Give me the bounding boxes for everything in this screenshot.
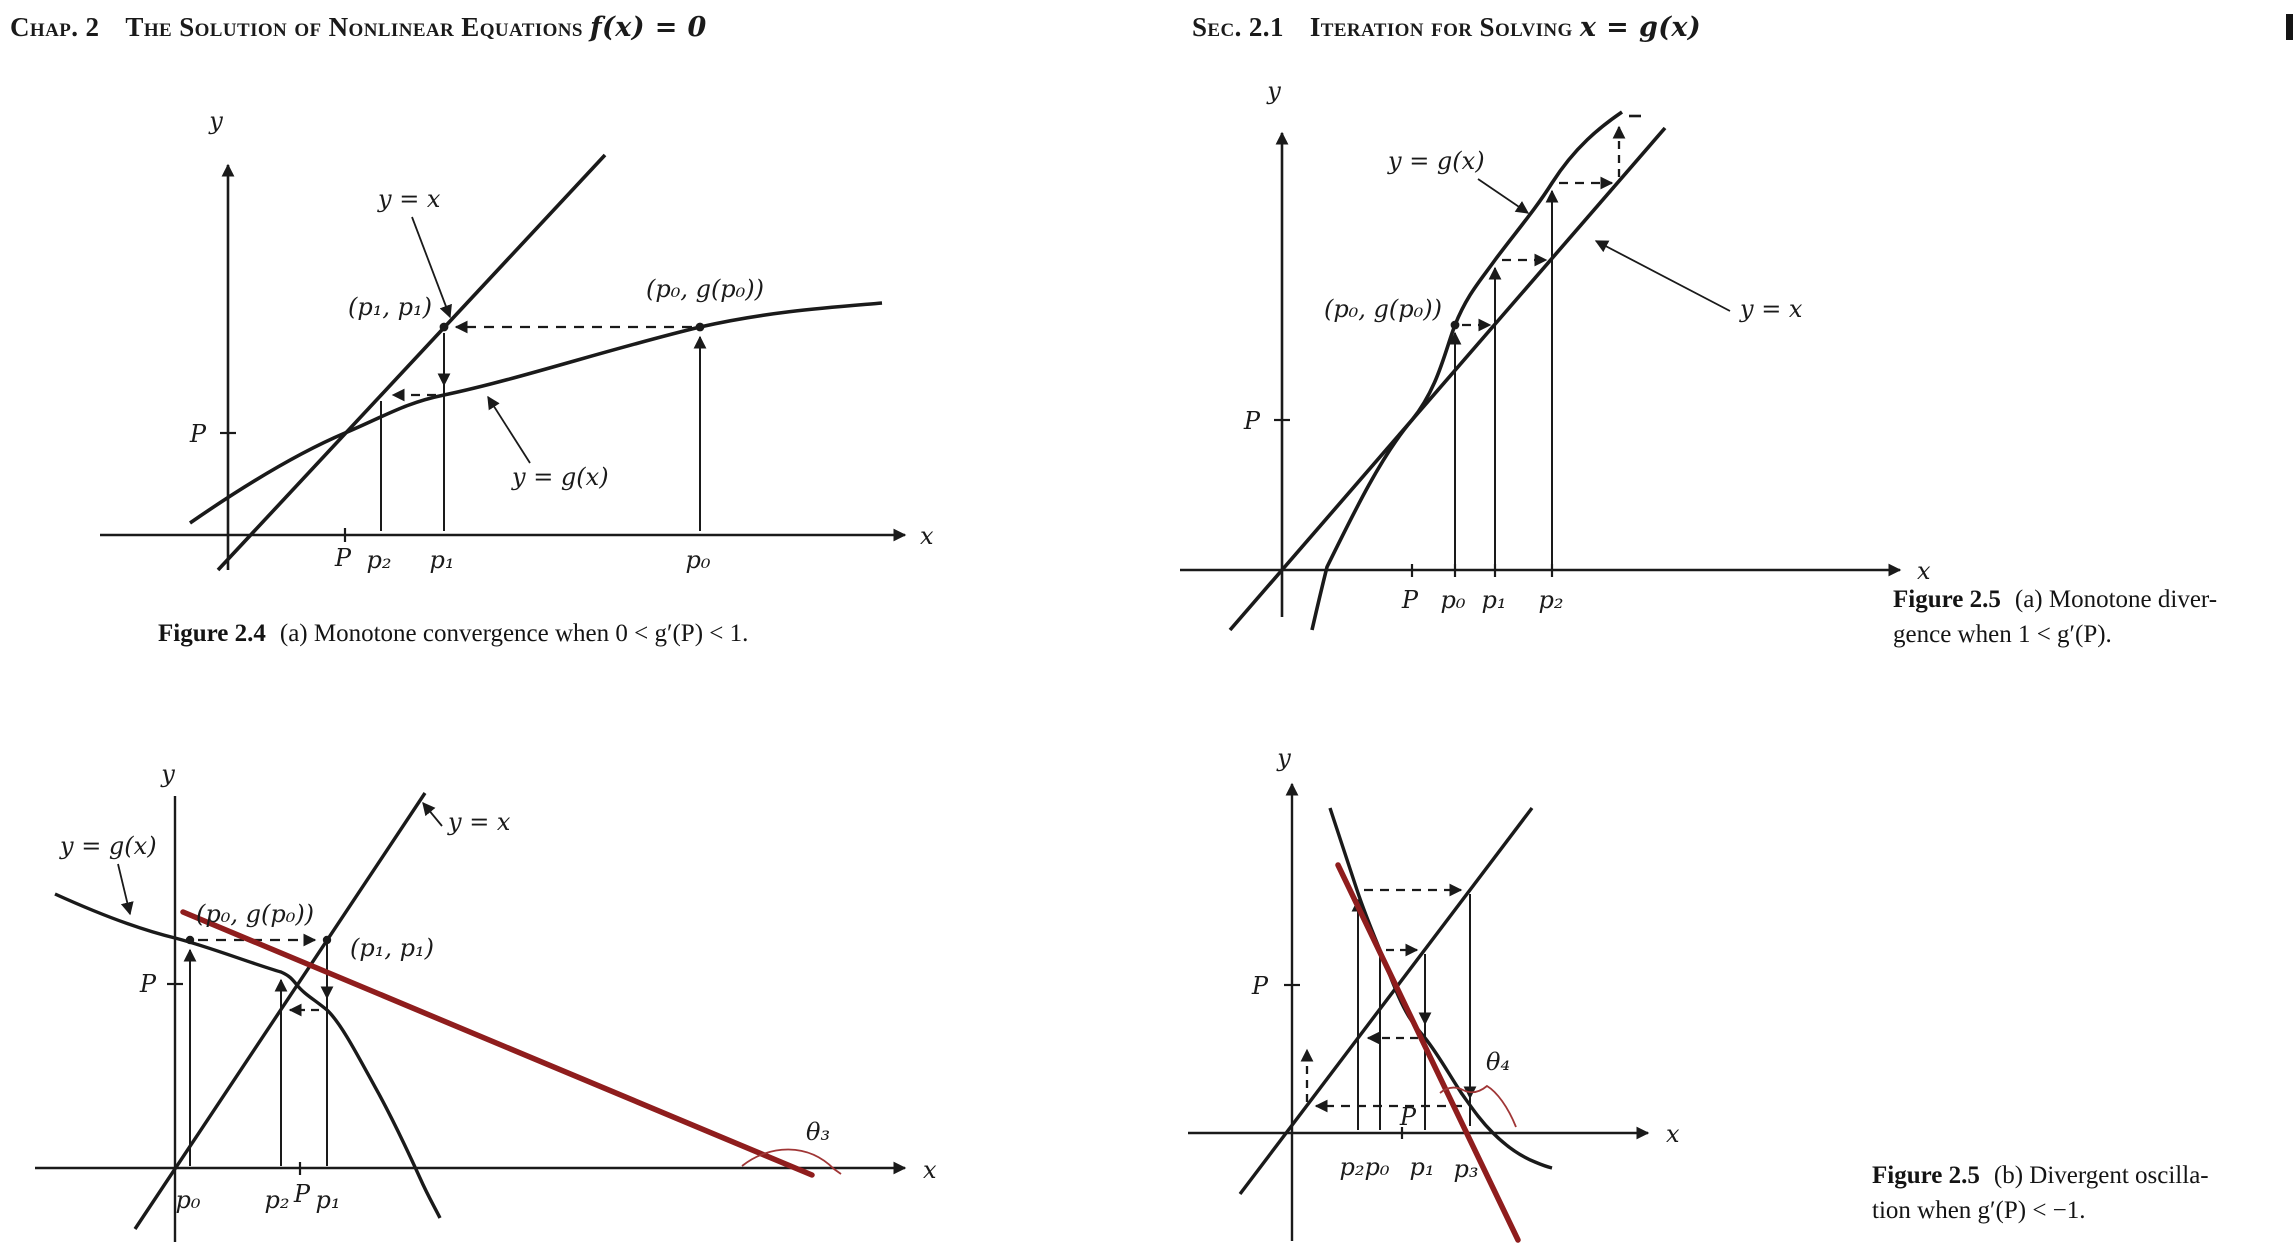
figure-24a-plot [60, 65, 940, 575]
p0-point-label: (p₀, g(p₀)) [645, 275, 765, 303]
p0-point-dot [696, 323, 705, 332]
line-label-arrow [423, 803, 442, 826]
figure-25b-plot [1180, 726, 1880, 1246]
p0-point-dot [1451, 321, 1460, 330]
red-pen-annotation [1338, 865, 1518, 1240]
x-axis-label: x [923, 1156, 937, 1184]
page-corner-mark [2286, 14, 2293, 40]
p-near-axis-label: P [1399, 1103, 1417, 1131]
figure-24a-caption [158, 616, 898, 651]
x-tick-p2: p₂ [366, 546, 392, 574]
p0-point-dot [186, 936, 194, 944]
x-tick-labels [1340, 1153, 1479, 1183]
y-axis-label: y [1267, 77, 1281, 105]
p-y-label: P [1251, 972, 1268, 1000]
x-axis-label: x [920, 522, 934, 550]
line-label: y = x [1740, 295, 1803, 323]
g-curve [1330, 808, 1552, 1168]
x-tick-p1: p₁ [315, 1186, 341, 1214]
x-tick-P: P [334, 544, 352, 572]
cobweb-construction [381, 327, 700, 531]
p1-point-dot [440, 323, 449, 332]
x-tick-p2: p₂ [1538, 586, 1564, 614]
line-label-arrow [1596, 241, 1730, 311]
p0-point-label: (p₀, g(p₀)) [1323, 295, 1442, 323]
p-y-label: P [139, 970, 156, 998]
chapter-formula: f(x) = 0 [590, 12, 707, 43]
caption-line2: tion when g′(P) < −1. [1872, 1197, 2086, 1224]
p1-point-dot [323, 936, 331, 944]
chapter-running-head [10, 12, 707, 43]
x-tick-p1: p₁ [1409, 1153, 1435, 1181]
x-tick-p0: p₀ [1364, 1153, 1390, 1181]
caption-label: Figure 2.4 [158, 620, 266, 647]
caption-label: Figure 2.5 [1872, 1162, 1980, 1189]
section-formula: x = g(x) [1579, 12, 1702, 43]
chapter-label: Chap. 2 [10, 12, 100, 42]
y-equals-x-line [1230, 128, 1665, 630]
x-tick-p0: p₀ [685, 546, 711, 574]
chapter-title: The Solution of Nonlinear Equations [125, 12, 583, 42]
curve-label: y = g(x) [60, 832, 157, 860]
theta4-annotation: θ₄ [1486, 1048, 1511, 1076]
x-tick-p2: p₂ [264, 1186, 290, 1214]
p-y-label: P [189, 420, 206, 448]
caption-text: (a) Monotone convergence when 0 < g′(P) < 1. [279, 620, 749, 647]
y-equals-x-line [1240, 808, 1532, 1194]
p0-point-label: (p₀, g(p₀)) [196, 900, 315, 928]
y-axis-label: y [1277, 744, 1291, 772]
section-label: Sec. 2.1 [1192, 12, 1284, 42]
x-tick-p0: p₀ [1440, 586, 1466, 614]
p-y-label: P [1243, 407, 1260, 435]
caption-line1: (a) Monotone diver- [2014, 586, 2218, 613]
curve-label: y = g(x) [512, 463, 609, 491]
p1-point-label: (p₁, p₁) [348, 293, 432, 321]
x-tick-labels [176, 1180, 341, 1214]
y-axis-label: y [161, 760, 175, 788]
x-tick-labels [334, 544, 711, 574]
x-tick-p2: p₂ [1339, 1153, 1365, 1181]
x-tick-p1: p₁ [1481, 586, 1507, 614]
x-tick-P: P [293, 1180, 311, 1208]
x-tick-P: P [1401, 586, 1419, 614]
figure-25a-caption [1893, 582, 2288, 652]
curve-label-arrow [118, 864, 130, 914]
caption-label: Figure 2.5 [1893, 586, 2001, 613]
x-tick-p1: p₁ [429, 546, 455, 574]
theta3-annotation: θ₃ [806, 1118, 831, 1146]
caption-line2: gence when 1 < g′(P). [1893, 621, 2112, 648]
red-secant-line [183, 912, 812, 1175]
curve-label: y = g(x) [1388, 147, 1485, 175]
figure-25a-plot [1160, 55, 1960, 635]
x-axis-label: x [1666, 1120, 1680, 1148]
x-tick-p3: p₃ [1453, 1155, 1479, 1183]
cobweb-construction [1455, 116, 1641, 567]
figure-25b-caption [1872, 1158, 2282, 1228]
x-axis-label: x [1917, 557, 1931, 585]
x-tick-p0: p₀ [175, 1186, 201, 1214]
section-title: Iteration for Solving [1309, 12, 1573, 42]
line-label: y = x [448, 808, 511, 836]
y-axis-label: y [209, 107, 223, 135]
g-curve [1312, 112, 1622, 630]
curve-label-arrow [1478, 179, 1528, 213]
curve-label-arrow [488, 397, 530, 463]
p1-point-label: (p₁, p₁) [350, 934, 434, 962]
figure-24b-plot [20, 726, 980, 1246]
line-label: y = x [378, 185, 441, 213]
caption-line1: (b) Divergent oscilla- [1993, 1162, 2209, 1189]
section-running-head [1192, 12, 1701, 43]
x-tick-labels [1401, 586, 1564, 614]
